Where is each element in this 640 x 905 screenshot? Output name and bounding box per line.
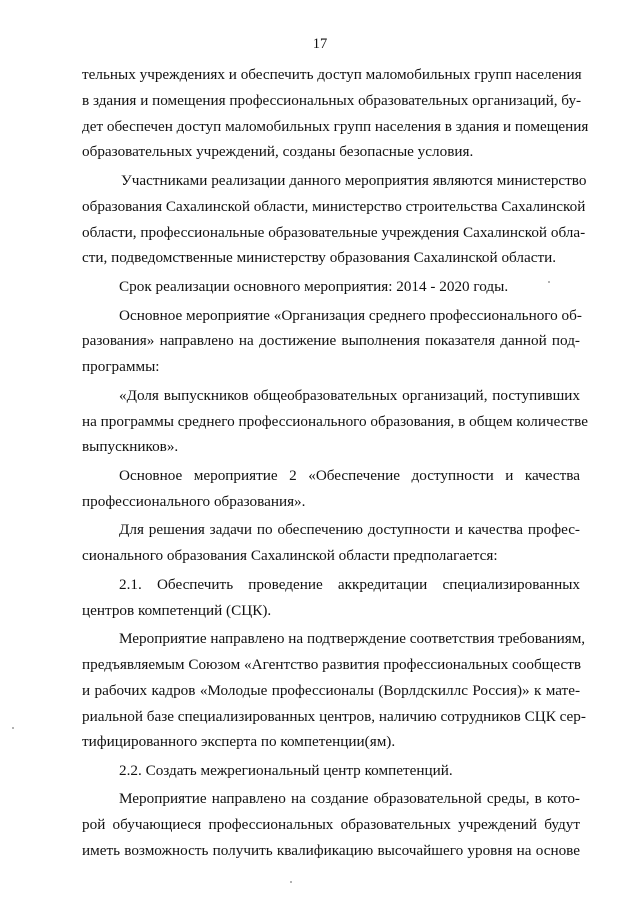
text-line: образования Сахалинской области, министерство строительства Сахалинской: [82, 197, 586, 215]
text-line: тифицированного эксперта по компетенции(ям).: [82, 733, 396, 751]
text-line: риальной базе специализированных центров, наличию сотрудников СЦК сер-: [82, 707, 586, 725]
text-line: Для решения задачи по обеспечению доступности и качества профес-: [119, 521, 580, 539]
text-line: программы:: [82, 358, 160, 376]
text-line: тельных учреждениях и обеспечить доступ маломобильных групп населения: [82, 66, 582, 83]
text-line: сионального образования Сахалинской области предполагается:: [82, 547, 498, 565]
text-line: иметь возможность получить квалификацию высочайшего уровня на основе: [82, 842, 580, 860]
scan-speck: [290, 881, 292, 883]
text-line: предъявляемым Союзом «Агентство развития профессиональных сообществ: [82, 655, 582, 673]
text-line: центров компетенций (СЦК).: [82, 601, 272, 619]
text-line: профессионального образования».: [82, 492, 306, 510]
text-line: на программы среднего профессионального образования, в общем количестве: [82, 412, 588, 430]
text-line: и рабочих кадров «Молодые профессионалы (Ворлдскиллс Россия)» к мате-: [82, 681, 580, 699]
text-line: Мероприятие направлено на подтверждение соответствия требованиям,: [119, 630, 586, 648]
text-line: в здания и помещения профессиональных образовательных организаций, бу-: [82, 91, 582, 109]
scan-speck: [548, 281, 550, 283]
scan-speck: [12, 727, 14, 729]
text-line: сти, подведомственные министерству образования Сахалинской области.: [82, 249, 557, 267]
text-line: Основное мероприятие 2 «Обеспечение доступности и качества: [119, 466, 580, 484]
text-line: Участниками реализации данного мероприятия являются министерство: [121, 171, 587, 189]
text-line: образовательных учреждений, созданы безопасные условия.: [82, 143, 474, 161]
text-line: области, профессиональные образовательные учреждения Сахалинской обла-: [82, 223, 586, 241]
text-line: выпускников».: [82, 438, 179, 456]
text-line: разования» направлено на достижение выполнения показателя данной под-: [82, 332, 580, 350]
text-line: Срок реализации основного мероприятия: 2014 - 2020 годы.: [119, 277, 509, 295]
text-line: 2.1. Обеспечить проведение аккредитации специализированных: [119, 575, 580, 593]
text-line: «Доля выпускников общеобразовательных организаций, поступивших: [119, 386, 580, 404]
text-line: Мероприятие направлено на создание образовательной среды, в кото-: [119, 790, 580, 808]
text-line: 2.2. Создать межрегиональный центр компетенций.: [119, 761, 453, 779]
document-body: [82, 62, 589, 864]
text-line: рой обучающиеся профессиональных образовательных учреждений будут: [82, 816, 580, 834]
page-number: 17: [312, 36, 328, 52]
text-line: Основное мероприятие «Организация среднего профессионального об-: [119, 306, 582, 324]
text-line: дет обеспечен доступ маломобильных групп населения в здания и помещения: [82, 117, 589, 135]
